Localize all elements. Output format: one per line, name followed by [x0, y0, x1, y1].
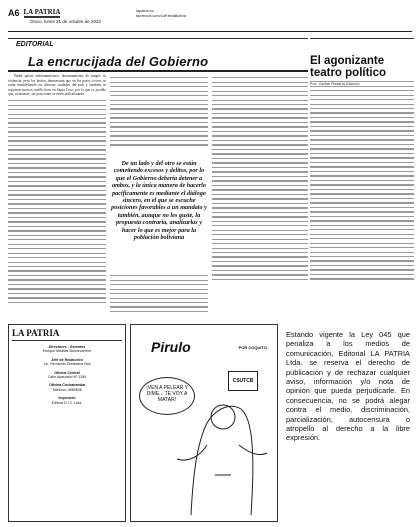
- masthead-section: [12, 371, 122, 380]
- cartoon-panel: [130, 324, 278, 522]
- masthead-body: Calle Ayacucho Nº 1150: [47, 375, 87, 380]
- cartoon-stamp: CSUTCB: [228, 371, 258, 391]
- body-text-lines: [110, 275, 208, 312]
- opinion-title-line1: El agonizante: [310, 55, 385, 67]
- editorial-pull-quote: De un lado y del otro se están cometiendo excesos y delitos, por lo que el Gobierno debería detener a ambos, y la única manera de hacerlo pacíficamente es mediante el diálogo sincero, en el que se escuche posiciones favorables a un mandato y también, aunque no les guste, la propuesta contraria, analizarlas y hacer lo que es mejor para la población boliviana: [111, 160, 207, 242]
- masthead-heading: Oficina Central: [54, 370, 80, 375]
- editorial-column-1: [8, 74, 106, 320]
- masthead-heading: Oficina Cochabamba: [49, 383, 85, 388]
- body-text-lines: [110, 77, 208, 146]
- masthead-title: LA PATRIA: [12, 328, 122, 341]
- masthead-body: Lic. Fernando Zambrana Sea: [43, 362, 91, 367]
- masthead-section: [12, 383, 122, 392]
- editorial-column-2-top: [110, 74, 208, 158]
- page-number: A6: [8, 8, 20, 18]
- header-facebook: facebook.com/LaPatriaBolivia: [136, 14, 187, 18]
- opinion-title-line2: teatro político: [310, 67, 387, 79]
- masthead-box: [8, 324, 126, 522]
- masthead-body: Enrique Miralles Bonnecarrère: [42, 349, 92, 354]
- opinion-column: [310, 78, 414, 320]
- editorial-title: La encrucijada del Gobierno: [28, 54, 209, 69]
- cartoon-author: POR COQUITO: [238, 345, 267, 350]
- masthead-heading: Impresión: [58, 396, 76, 401]
- masthead-section: [12, 396, 122, 405]
- cartoon-drawing-icon: [131, 325, 279, 523]
- masthead-heading: Jefe de Redacción: [51, 357, 83, 362]
- editorial-column-2-bottom: [110, 272, 208, 320]
- header-date: Oruro, lunes 31 de octubre de 2022: [30, 19, 102, 24]
- masthead-heading: Directores - Gerentes: [48, 345, 86, 349]
- header-left: [8, 8, 60, 18]
- editorial-banner: [8, 38, 308, 72]
- legal-notice: Estando vigente la Ley 045 que penaliza a los medios de comunicación, Editorial LA PATRIA Ltda. se reserva el derecho de publicación y de rechazar cualquier aviso, información y/o nota de opinión que pueda perjudicarle. En consecuencia, no se podrá alegar contra el medio, discriminación, parcialización, autocensura o atropello al derecho a la libre expresión.: [286, 330, 410, 443]
- cartoon-speech-bubble: ¡VEN A PELEAR Y DIME... TE VOY A MATAR!: [139, 377, 195, 415]
- editorial-intro-text: Nadie quiere enfrentamientos, derramamiento de sangre, ni violencia, pero los hechos demuestran que en los paros cívicos se están manifestando en diversas ciudades del país y también se registran sucesos conflictivos en Santa Cruz, por lo que es posible que, al instante, las posiciones se estén radicalizando.: [8, 74, 106, 97]
- opinion-byline: Por: Carlos Rosario Alarcón: [310, 82, 360, 86]
- masthead-section: [12, 358, 122, 367]
- masthead-body: Teléfono: 4580606: [52, 387, 82, 392]
- masthead-section: [12, 345, 122, 354]
- header-links: [136, 9, 186, 19]
- page-header: [8, 6, 412, 32]
- header-site: lapatria.bo: [136, 9, 154, 13]
- editorial-column-3: [212, 74, 308, 320]
- masthead-body: Editora D.I.C. Ltda.: [51, 400, 83, 405]
- cartoon-title: Pirulo: [151, 339, 191, 355]
- editorial-label: EDITORIAL: [16, 41, 54, 48]
- body-text-lines: [212, 77, 308, 280]
- body-text-lines: [8, 100, 106, 303]
- body-text-lines: [310, 81, 414, 280]
- header-logo: LA PATRIA: [23, 8, 61, 16]
